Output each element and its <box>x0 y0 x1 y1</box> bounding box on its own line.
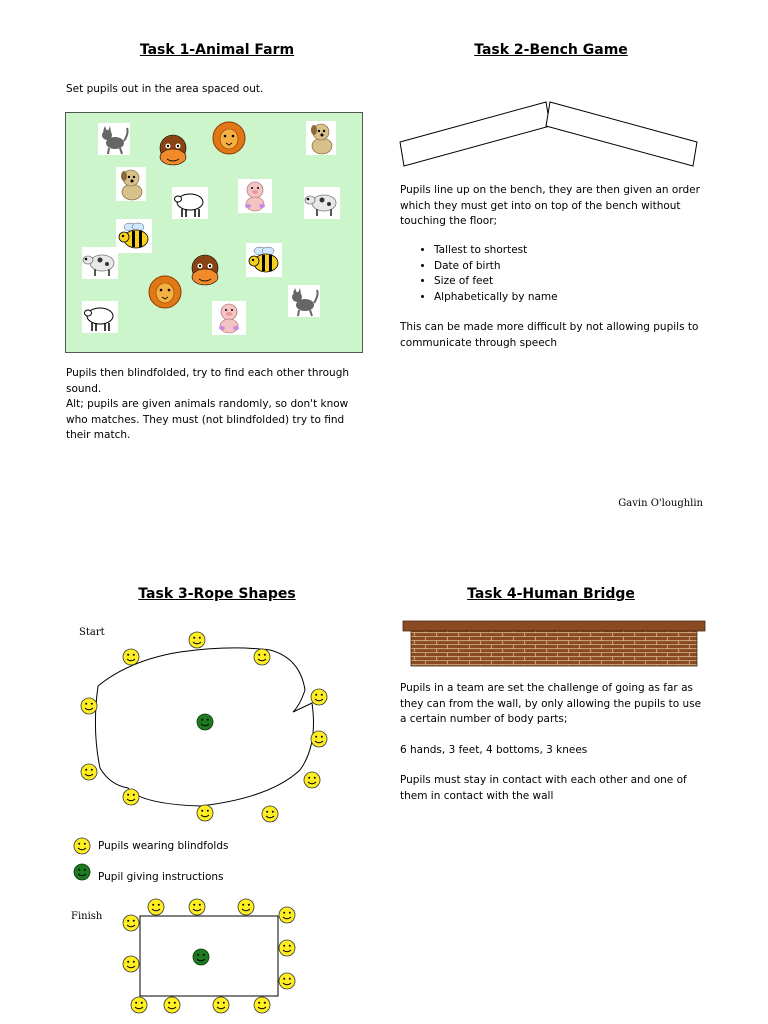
monkey-icon <box>192 255 218 285</box>
yellow-smiley-icon <box>123 956 139 972</box>
yellow-smiley-icon <box>213 997 229 1013</box>
start-label: Start <box>79 627 105 638</box>
yellow-smiley-icon <box>254 649 270 665</box>
task2-note: This can be made more difficult by not allowing pupils to communicate through speech <box>400 321 699 349</box>
yellow-smiley-icon <box>254 997 270 1013</box>
pig-icon <box>238 179 272 213</box>
yellow-smiley-icon <box>123 789 139 805</box>
cat-icon <box>288 285 320 317</box>
task2-intro: Pupils line up on the bench, they are then given an order which they must get into on top of the bench without touching the floor; <box>400 184 700 227</box>
sheep-icon <box>82 301 118 333</box>
task4-challenge: Pupils in a team are set the challenge of going as far as they can from the wall, by only allowing the pupils to use a certain number of body parts; <box>400 682 702 725</box>
bee-icon <box>246 243 282 277</box>
task2-title: Task 2-Bench Game <box>474 42 628 58</box>
dog-icon <box>306 121 336 155</box>
yellow-smiley-icon <box>262 806 278 822</box>
task1-body-line-2: Alt; pupils are given animals randomly, so don't know who matches. They must (not blindfolded) try to find their match. <box>66 398 349 441</box>
task4-title: Task 4-Human Bridge <box>467 586 635 602</box>
yellow-smiley-icon <box>123 649 139 665</box>
dog-icon <box>116 167 146 201</box>
sheep-icon <box>172 187 208 219</box>
cat-icon <box>98 123 130 155</box>
yellow-smiley-icon <box>189 632 205 648</box>
pig-icon <box>212 301 246 335</box>
task4-body <box>400 681 703 804</box>
monkey-icon <box>160 135 186 165</box>
task1-title: Task 1-Animal Farm <box>139 42 295 58</box>
list-item: • Date of birth <box>434 259 724 275</box>
yellow-smiley-icon <box>81 764 97 780</box>
green-smiley-icon <box>74 864 90 880</box>
yellow-smiley-icon <box>164 997 180 1013</box>
green-smiley-icon <box>193 949 209 965</box>
list-item: • Tallest to shortest <box>434 243 724 259</box>
yellow-smiley-icon <box>279 907 295 923</box>
yellow-smiley-icon <box>197 805 213 821</box>
yellow-smiley-icon <box>123 915 139 931</box>
cow-icon <box>82 247 118 279</box>
yellow-smiley-icon <box>131 997 147 1013</box>
bee-icon <box>116 219 152 253</box>
yellow-smiley-icon <box>311 689 327 705</box>
animal-farm-field <box>65 112 363 353</box>
legend-instructor-label: Pupil giving instructions <box>98 871 224 883</box>
yellow-smiley-icon <box>189 899 205 915</box>
bench-diagram <box>398 100 698 170</box>
yellow-smiley-icon <box>304 772 320 788</box>
yellow-smiley-icon <box>74 838 90 854</box>
yellow-smiley-icon <box>81 698 97 714</box>
yellow-smiley-icon <box>238 899 254 915</box>
task4-body-parts: 6 hands, 3 feet, 4 bottoms, 3 knees <box>400 743 588 756</box>
author-name: Gavin O'loughlin <box>618 498 703 509</box>
legend-blindfolded-label: Pupils wearing blindfolds <box>98 840 229 852</box>
list-item: • Alphabetically by name <box>434 290 724 306</box>
task1-intro: Set pupils out in the area spaced out. <box>66 83 264 95</box>
task4-rule: Pupils must stay in contact with each other and one of them in contact with the wall <box>400 774 687 802</box>
finish-label: Finish <box>71 911 103 922</box>
task2-order-list <box>400 243 724 305</box>
yellow-smiley-icon <box>311 731 327 747</box>
lion-icon <box>213 122 245 154</box>
cow-icon <box>304 187 340 219</box>
task1-body-line-1: Pupils then blindfolded, try to find each other through sound. <box>66 367 350 395</box>
yellow-smiley-icon <box>148 899 164 915</box>
list-item: • Size of feet <box>434 274 724 290</box>
lion-icon <box>149 276 181 308</box>
yellow-smiley-icon <box>279 973 295 989</box>
task1-body <box>66 366 362 444</box>
yellow-smiley-icon <box>279 940 295 956</box>
task3-title: Task 3-Rope Shapes <box>138 586 296 602</box>
brick-wall-diagram <box>403 621 707 667</box>
green-smiley-icon <box>197 714 213 730</box>
